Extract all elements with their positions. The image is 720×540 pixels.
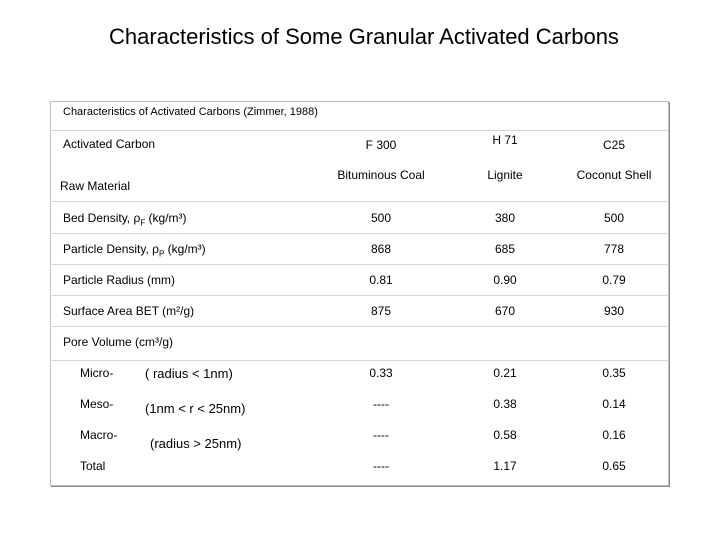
particle-density-c25: 778 [603, 242, 625, 256]
pore-row-range: ( radius < 1nm) [145, 366, 233, 381]
slide-title: Characteristics of Some Granular Activated Carbons [109, 24, 619, 49]
bed-density-label: Bed Density, $\rho_F$ (kg/m³) [63, 211, 187, 228]
pore-row-label: Macro- [80, 428, 118, 442]
table-caption: Characteristics of Activated Carbons (Zimmer, 1988) [63, 106, 318, 118]
row-divider [50, 326, 669, 327]
pore-macro-c25: 0.16 [602, 428, 626, 442]
pore-volume-label: Pore Volume (cm³/g) [63, 335, 174, 349]
row-divider [50, 233, 669, 234]
header-label: Activated Carbon [63, 137, 156, 151]
column-header-c25: C25 [602, 138, 626, 152]
raw-material-label: Raw Material [60, 179, 131, 193]
row-divider [50, 295, 669, 296]
pore-total-h71: 1.17 [493, 459, 517, 473]
pore-meso-h71: 0.38 [493, 397, 517, 411]
pore-total-c25: 0.65 [602, 459, 626, 473]
pore-row-range: (radius > 25nm) [150, 436, 242, 451]
row-divider [50, 360, 669, 361]
raw-material-c25: Coconut Shell [576, 168, 652, 182]
pore-row-range: (1nm < r < 25nm) [145, 401, 246, 416]
row-divider [50, 130, 669, 131]
surface-area-f300: 875 [370, 304, 392, 318]
raw-material-f300: Bituminous Coal [337, 168, 425, 182]
surface-area-label: Surface Area BET (m²/g) [63, 304, 195, 318]
particle-density-label: Particle Density, $\rho_P$ (kg/m³) [63, 242, 206, 259]
pore-macro-h71: 0.58 [493, 428, 517, 442]
column-header-f300: F 300 [365, 138, 397, 152]
pore-meso-f300: ---- [373, 397, 389, 411]
pore-micro-c25: 0.35 [602, 366, 626, 380]
pore-row-label: Total [80, 459, 106, 473]
row-divider [50, 201, 669, 202]
bed-density-f300: 500 [370, 211, 392, 225]
row-divider [50, 264, 669, 265]
pore-total-f300: ---- [373, 459, 389, 473]
particle-density-h71: 685 [494, 242, 516, 256]
surface-area-h71: 670 [494, 304, 516, 318]
particle-radius-f300: 0.81 [369, 273, 393, 287]
particle-radius-label: Particle Radius (mm) [63, 273, 176, 287]
pore-meso-c25: 0.14 [602, 397, 626, 411]
bed-density-h71: 380 [494, 211, 516, 225]
pore-micro-h71: 0.21 [493, 366, 517, 380]
particle-radius-h71: 0.90 [493, 273, 517, 287]
particle-radius-c25: 0.79 [602, 273, 626, 287]
pore-micro-f300: 0.33 [369, 366, 393, 380]
raw-material-h71: Lignite [487, 168, 523, 182]
characteristics-table [50, 101, 669, 486]
surface-area-c25: 930 [603, 304, 625, 318]
column-header-h71: H 71 [492, 133, 518, 147]
particle-density-f300: 868 [370, 242, 392, 256]
pore-row-label: Meso- [80, 397, 114, 411]
pore-row-label: Micro- [80, 366, 114, 380]
pore-macro-f300: ---- [373, 428, 389, 442]
bed-density-c25: 500 [603, 211, 625, 225]
